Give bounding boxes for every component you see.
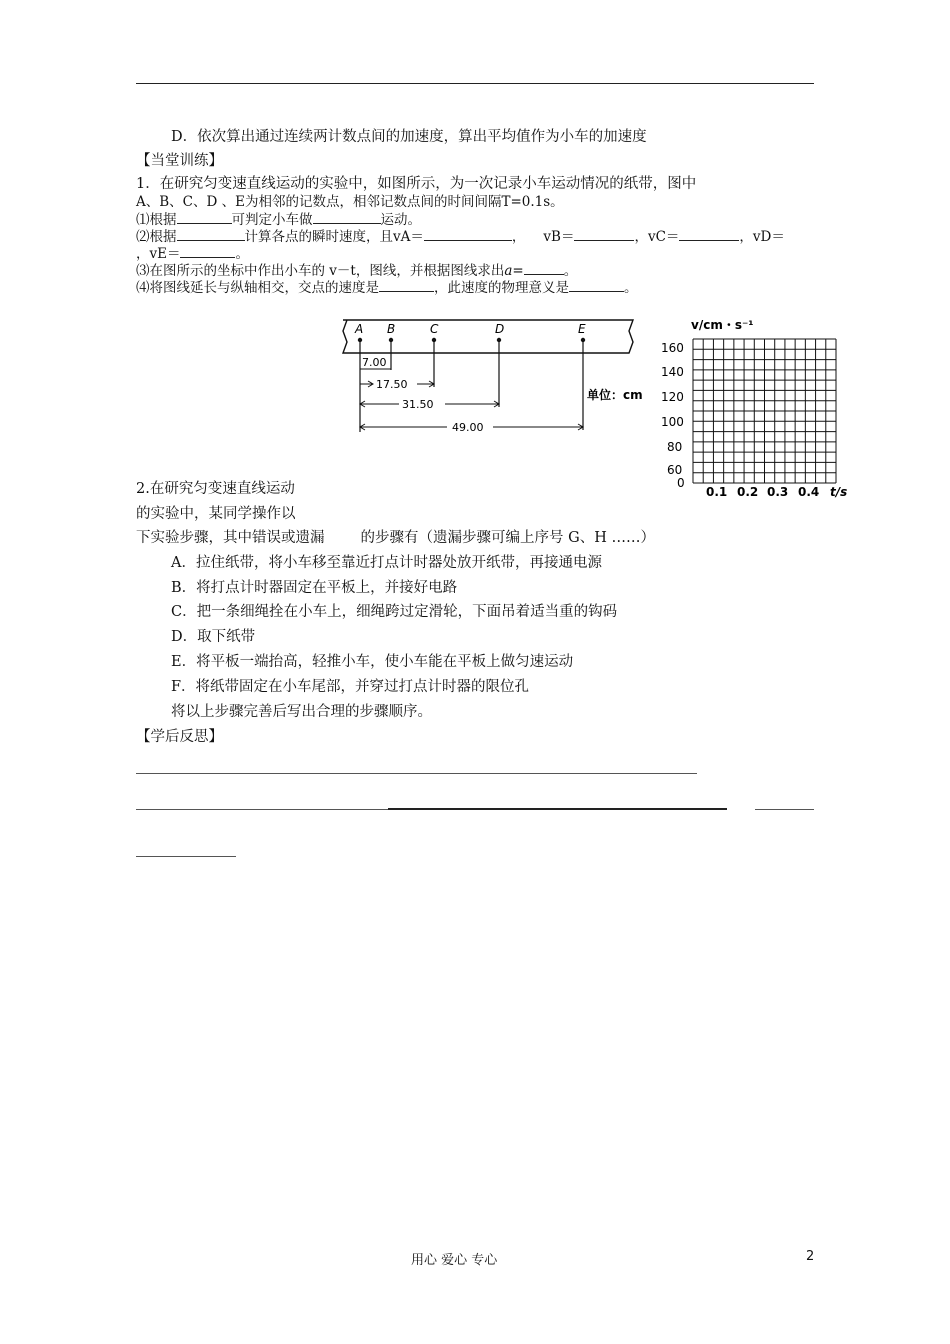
distance-ae: 49.00 bbox=[452, 421, 484, 434]
tape-label-c: C bbox=[430, 322, 439, 336]
tape-dot-d bbox=[497, 338, 501, 342]
answer-blank-vb[interactable] bbox=[574, 227, 634, 241]
step-d: D．取下纸带 bbox=[171, 629, 256, 645]
y-tick-100: 100 bbox=[661, 415, 684, 429]
graph-grid bbox=[693, 339, 836, 483]
distance-ad: 31.50 bbox=[402, 398, 434, 411]
reflection-line-2a[interactable] bbox=[136, 809, 388, 810]
answer-blank-method[interactable] bbox=[177, 227, 245, 241]
part-1-text-b: 可判定小车做 bbox=[231, 212, 313, 228]
x-tick-0-2: 0.2 bbox=[737, 485, 759, 499]
x-tick-0-4: 0.4 bbox=[798, 485, 820, 499]
step-f: F．将纸带固定在小车尾部，并穿过打点计时器的限位孔 bbox=[171, 679, 530, 695]
answer-blank-motion-type[interactable] bbox=[313, 210, 381, 224]
answer-blank-vc[interactable] bbox=[679, 227, 739, 241]
part-1-text-a: ⑴根据 bbox=[136, 212, 177, 228]
step-b: B．将打点计时器固定在平板上，并接好电路 bbox=[171, 580, 458, 596]
y-tick-60: 60 bbox=[667, 463, 683, 477]
reflection-line-1[interactable] bbox=[136, 773, 697, 774]
part-4-text-b: ，此速度的物理意义是 bbox=[434, 280, 569, 296]
graph-x-axis-label: t/s bbox=[830, 485, 848, 499]
tape-dot-b bbox=[389, 338, 393, 342]
question-1-line-1: 1．在研究匀变速直线运动的实验中，如图所示，为一次记录小车运动情况的纸带，图中 bbox=[136, 176, 697, 192]
y-tick-160: 160 bbox=[661, 341, 684, 355]
tape-dot-e bbox=[581, 338, 585, 342]
period-text: 。 bbox=[235, 246, 249, 262]
vt-graph bbox=[655, 312, 855, 502]
distance-ab: 7.00 bbox=[362, 356, 387, 369]
y-tick-80: 80 bbox=[667, 440, 683, 454]
distance-ac: 17.50 bbox=[376, 378, 408, 391]
answer-blank-basis[interactable] bbox=[177, 210, 232, 224]
part-1-text-c: 运动。 bbox=[380, 212, 421, 228]
tape-label-e: E bbox=[578, 322, 586, 336]
vd-label: vD＝ bbox=[752, 229, 785, 245]
paper-tape-figure bbox=[335, 312, 643, 442]
tape-unit-label: 单位：cm bbox=[587, 388, 643, 402]
answer-blank-acceleration[interactable] bbox=[524, 261, 564, 275]
graph-y-axis-label: v/cm・s⁻¹ bbox=[691, 318, 754, 332]
question-2-line-2: 的实验中，某同学操作以 bbox=[136, 506, 296, 522]
tape-dot-a bbox=[358, 338, 362, 342]
question-1-part-2: ⑵根据 计算各点的瞬时速度，且vA＝ ， vB＝ ，vC＝ ，vD＝ bbox=[136, 229, 785, 245]
part-2-text-b: 计算各点的瞬时速度，且 bbox=[244, 229, 393, 245]
x-tick-0-3: 0.3 bbox=[767, 485, 789, 499]
part-4-text-a: ⑷将图线延长与纵轴相交，交点的速度是 bbox=[136, 280, 379, 296]
footer-motto: 用心 爱心 专心 bbox=[411, 1253, 498, 1268]
step-c: C．把一条细绳拴在小车上，细绳跨过定滑轮，下面吊着适当重的钩码 bbox=[171, 604, 618, 620]
step-e: E．将平板一端抬高，轻推小车，使小车能在平板上做匀速运动 bbox=[171, 654, 574, 670]
tape-dot-c bbox=[432, 338, 436, 342]
a-label: a= bbox=[504, 263, 524, 279]
tape-label-b: B bbox=[387, 322, 396, 336]
part-2-text-a: ⑵根据 bbox=[136, 229, 177, 245]
header-rule bbox=[136, 83, 814, 84]
question-2-line-1: 2.在研究匀变速直线运动 bbox=[136, 481, 295, 497]
page-number: 2 bbox=[806, 1249, 815, 1264]
option-d-text: D．依次算出通过连续两计数点间的加速度，算出平均值作为小车的加速度 bbox=[171, 129, 647, 145]
y-tick-140: 140 bbox=[661, 365, 684, 379]
reflection-line-2b[interactable] bbox=[388, 808, 727, 810]
reflection-line-2c[interactable] bbox=[755, 809, 814, 810]
answer-blank-intercept[interactable] bbox=[379, 278, 434, 292]
answer-blank-ve[interactable] bbox=[180, 244, 235, 258]
vc-label: vC＝ bbox=[647, 229, 680, 245]
ve-label: vE＝ bbox=[149, 246, 181, 262]
q2-line3-part-b: 的步骤有（遗漏步骤可编上序号 G、H ……） bbox=[360, 530, 655, 546]
x-tick-0-1: 0.1 bbox=[706, 485, 728, 499]
q2-line3-part-a: 下实验步骤，其中错误或遗漏 bbox=[136, 530, 325, 546]
tape-label-d: D bbox=[495, 322, 505, 336]
period-text-3: 。 bbox=[563, 263, 578, 279]
question-2-line-3 bbox=[136, 529, 655, 547]
step-order-instruction: 将以上步骤完善后写出合理的步骤顺序。 bbox=[171, 704, 432, 720]
vb-label: vB＝ bbox=[543, 229, 575, 245]
section-heading-training: 【当堂训练】 bbox=[136, 153, 223, 169]
reflection-line-3[interactable] bbox=[136, 856, 236, 857]
step-a: A．拉住纸带，将小车移至靠近打点计时器处放开纸带，再接通电源 bbox=[171, 555, 602, 571]
answer-blank-meaning[interactable] bbox=[569, 278, 624, 292]
question-1-part-4 bbox=[136, 278, 638, 297]
section-heading-reflection: 【学后反思】 bbox=[136, 729, 223, 745]
graph-origin: 0 bbox=[677, 476, 685, 490]
period-text-4: 。 bbox=[624, 280, 638, 296]
answer-blank-va[interactable] bbox=[424, 227, 512, 241]
y-tick-120: 120 bbox=[661, 390, 684, 404]
question-1-line-2: A、B、C、D 、E为相邻的记数点，相邻记数点间的时间间隔T=0.1s。 bbox=[136, 194, 564, 210]
part-3-text: ⑶在图所示的坐标中作出小车的 v－t，图线，并根据图线求出 bbox=[136, 263, 505, 279]
va-label: vA＝ bbox=[393, 229, 424, 245]
tape-label-a: A bbox=[355, 322, 364, 336]
comma-text: ， bbox=[136, 246, 150, 262]
